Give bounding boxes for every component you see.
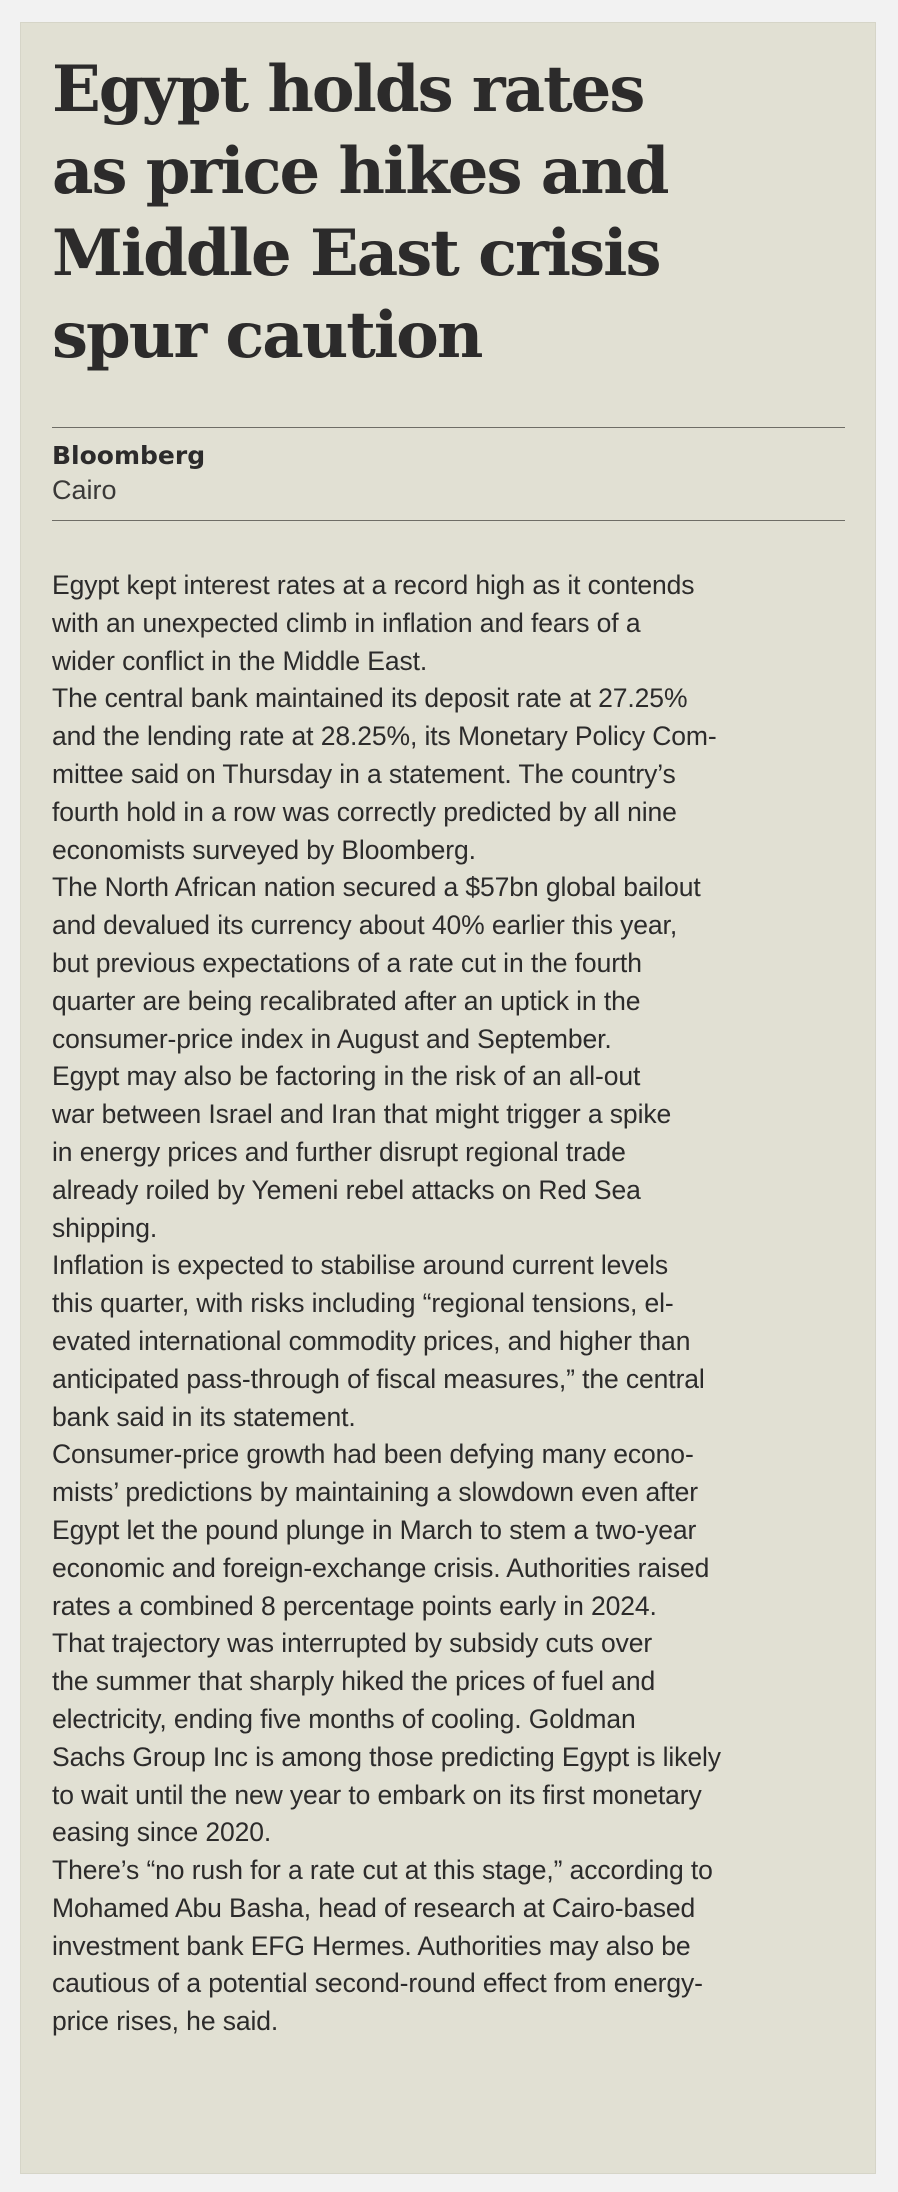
paragraph-line: Consumer-price growth had been defying many econo- bbox=[52, 1439, 694, 1470]
body-paragraph bbox=[52, 1058, 845, 1247]
body-paragraph bbox=[52, 680, 845, 869]
paragraph-line: Inflation is expected to stabilise around current levels bbox=[52, 1250, 669, 1281]
paragraph-line: There’s “no rush for a rate cut at this stage,” according to bbox=[52, 1855, 713, 1886]
paragraph-line: quarter are being recalibrated after an uptick in the bbox=[52, 985, 641, 1016]
body-paragraph bbox=[52, 567, 845, 680]
paragraph-line: to wait until the new year to embark on its first monetary bbox=[52, 1779, 702, 1810]
body-paragraph bbox=[52, 869, 845, 1058]
body-paragraph bbox=[52, 1625, 845, 1852]
headline bbox=[52, 49, 845, 377]
paragraph-line: Egypt kept interest rates at a record high as it contends bbox=[52, 570, 695, 600]
paragraph-line: cautious of a potential second-round effect from energy- bbox=[52, 1968, 703, 1999]
paragraph-line: price rises, he said. bbox=[52, 2006, 279, 2037]
body-paragraph bbox=[52, 1436, 845, 1625]
source-name: Bloomberg bbox=[52, 441, 206, 470]
headline-line: spur caution bbox=[52, 298, 482, 373]
paragraph-line: electricity, ending five months of cooling. Goldman bbox=[52, 1703, 636, 1734]
headline-line: as price hikes and bbox=[52, 134, 668, 209]
byline bbox=[52, 428, 845, 520]
body-paragraph bbox=[52, 1852, 845, 2041]
paragraph-line: and devalued its currency about 40% earlier this year, bbox=[52, 910, 678, 941]
paragraph-line: rates a combined 8 percentage points early in 2024. bbox=[52, 1590, 657, 1621]
paragraph-line: war between Israel and Iran that might trigger a spike bbox=[52, 1099, 672, 1130]
paragraph-line: fourth hold in a row was correctly predicted by all nine bbox=[52, 796, 677, 827]
paragraph-line: The North African nation secured a $57bn global bailout bbox=[52, 872, 701, 903]
paragraph-line: economic and foreign-exchange crisis. Authorities raised bbox=[52, 1552, 710, 1583]
paragraph-line: investment bank EFG Hermes. Authorities may also be bbox=[52, 1930, 691, 1961]
headline-line: Middle East crisis bbox=[52, 216, 660, 291]
paragraph-line: but previous expectations of a rate cut in the fourth bbox=[52, 947, 642, 978]
paragraph-line: easing since 2020. bbox=[52, 1817, 272, 1848]
paragraph-line: evated international commodity prices, and higher than bbox=[52, 1325, 691, 1356]
article-card bbox=[20, 22, 876, 2174]
paragraph-line: already roiled by Yemeni rebel attacks on Red Sea bbox=[52, 1174, 641, 1205]
dateline-location: Cairo bbox=[52, 475, 117, 505]
paragraph-line: consumer-price index in August and September. bbox=[52, 1023, 612, 1054]
paragraph-line: That trajectory was interrupted by subsidy cuts over bbox=[52, 1628, 653, 1659]
article-content bbox=[52, 49, 845, 2041]
paragraph-line: mittee said on Thursday in a statement. The country’s bbox=[52, 758, 676, 789]
divider-bottom bbox=[52, 520, 845, 521]
headline-line: Egypt holds rates bbox=[52, 52, 644, 127]
paragraph-line: Egypt may also be factoring in the risk of an all-out bbox=[52, 1061, 641, 1092]
paragraph-line: wider conflict in the Middle East. bbox=[52, 645, 428, 676]
paragraph-line: shipping. bbox=[52, 1212, 158, 1243]
paragraph-line: the summer that sharply hiked the prices of fuel and bbox=[52, 1666, 656, 1697]
paragraph-line: with an unexpected climb in inflation and fears of a bbox=[52, 607, 641, 638]
paragraph-line: Egypt let the pound plunge in March to stem a two-year bbox=[52, 1514, 697, 1545]
paragraph-line: Sachs Group Inc is among those predicting Egypt is likely bbox=[52, 1741, 721, 1772]
paragraph-line: The central bank maintained its deposit rate at 27.25% bbox=[52, 683, 688, 714]
paragraph-line: in energy prices and further disrupt regional trade bbox=[52, 1136, 626, 1167]
paragraph-line: anticipated pass-through of fiscal measures,” the central bbox=[52, 1363, 705, 1394]
paragraph-line: mists’ predictions by maintaining a slowdown even after bbox=[52, 1477, 699, 1508]
paragraph-line: and the lending rate at 28.25%, its Monetary Policy Com- bbox=[52, 721, 717, 752]
article-body bbox=[52, 567, 845, 2041]
paragraph-line: Mohamed Abu Basha, head of research at Cairo-based bbox=[52, 1892, 696, 1923]
paragraph-line: this quarter, with risks including “regional tensions, el- bbox=[52, 1288, 674, 1319]
paragraph-line: bank said in its statement. bbox=[52, 1401, 356, 1432]
paragraph-line: economists surveyed by Bloomberg. bbox=[52, 834, 476, 865]
body-paragraph bbox=[52, 1247, 845, 1436]
